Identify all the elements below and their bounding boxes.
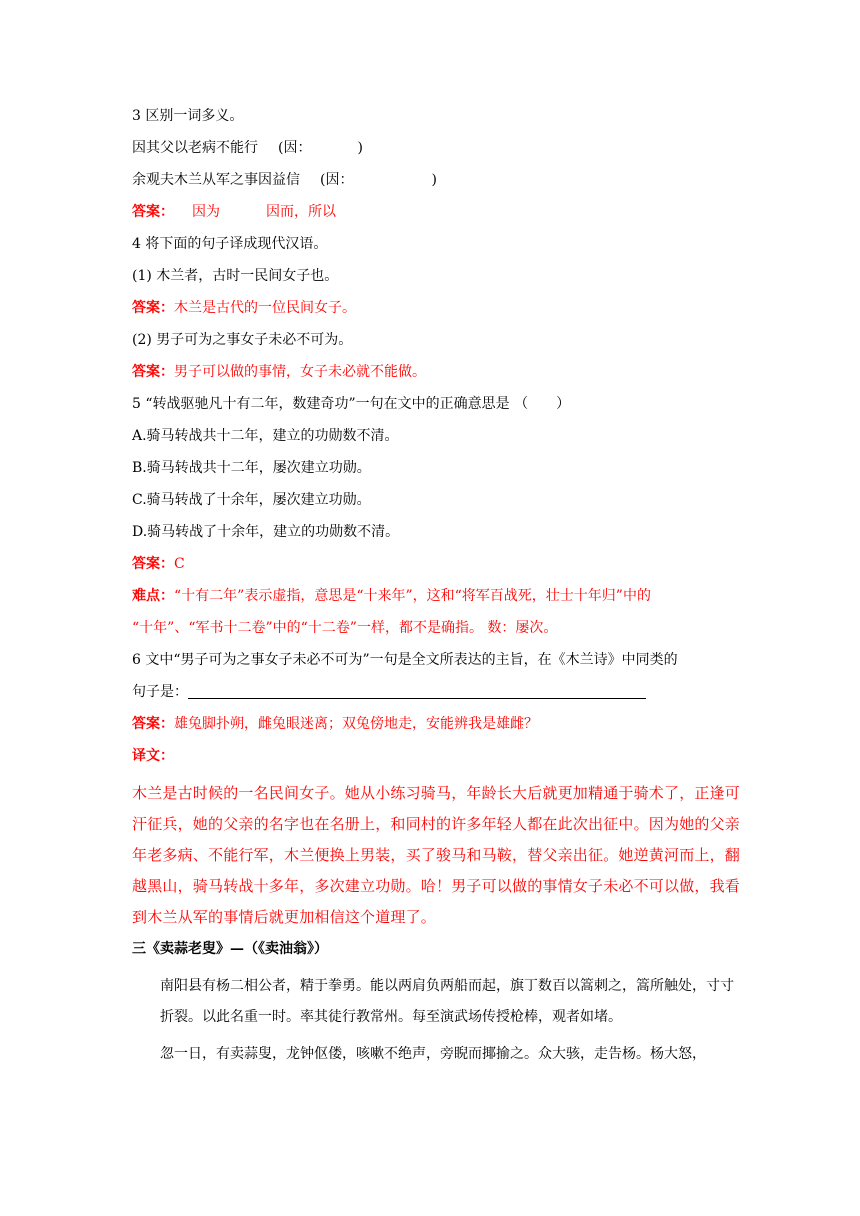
q6-line-2-text: 句子是： xyxy=(132,684,188,700)
q6-answer-label: 答案： xyxy=(132,716,174,732)
q5-option-d: D.骑马转战了十余年，建立的功勋数不清。 xyxy=(132,524,400,540)
q4-sentence-1: (1) 木兰者，古时一民间女子也。 xyxy=(132,268,339,284)
q6-answer-blank xyxy=(188,684,646,699)
q4-answer-2-text: 男子可以做的事情，女子未必就不能做。 xyxy=(174,364,426,380)
q5-answer xyxy=(132,554,742,574)
translation-label: 译文： xyxy=(132,748,174,764)
q3-title: 3 区别一词多义。 xyxy=(132,108,244,124)
q4-answer-1-label: 答案： xyxy=(132,300,174,316)
q4-answer-1 xyxy=(132,298,742,318)
q3-item-1-close: ) xyxy=(357,140,363,156)
q4-sentence-2: (2) 男子可为之事女子未必不可为。 xyxy=(132,332,353,348)
q4-title: 4 将下面的句子译成现代汉语。 xyxy=(132,236,328,252)
q3-item-2-paren: (因： xyxy=(320,172,354,188)
q5-answer-label: 答案： xyxy=(132,556,174,572)
q6-title: 6 文中“男子可为之事女子未必不可为”一句是全文所表达的主旨，在《木兰诗》中同类的 xyxy=(132,652,678,668)
q5-option-a: A.骑马转战共十二年，建立的功勋数不清。 xyxy=(132,428,399,444)
q3-answer-label: 答案： xyxy=(132,204,174,220)
q5-option-b: B.骑马转战共十二年，屡次建立功勋。 xyxy=(132,460,371,476)
q6-line-2 xyxy=(132,682,742,702)
q4-answer-2-label: 答案： xyxy=(132,364,174,380)
q3-item-2-text: 余观夫木兰从军之事因益信 xyxy=(132,172,300,188)
q4-answer-2 xyxy=(132,362,742,382)
q3-item-1-text: 因其父以老病不能行 xyxy=(132,140,258,156)
section-3-title: 三《卖蒜老叟》—（《卖油翁》） xyxy=(132,941,328,957)
q5-answer-text: C xyxy=(174,556,185,572)
q5-note-line-1 xyxy=(132,586,742,606)
section-3-paragraph-2: 忽一日，有卖蒜叟，龙钟伛偻，咳嗽不绝声，旁睨而揶揄之。众大骇，走告杨。杨大怒， xyxy=(160,1046,706,1062)
q3-answer-1: 因为 xyxy=(192,204,220,220)
q6-answer xyxy=(132,714,742,734)
q3-item-1 xyxy=(132,138,742,158)
q5-note-label: 难点： xyxy=(132,588,174,604)
document-content xyxy=(132,106,742,1076)
q5-note-text-1: “十有二年”表示虚指，意思是“十来年”，这和“将军百战死，壮士十年归”中的 xyxy=(174,588,651,604)
q3-answer xyxy=(132,202,742,222)
q3-item-1-paren: (因： xyxy=(278,140,312,156)
q3-item-2-close: ) xyxy=(431,172,437,188)
q5-option-c: C.骑马转战了十余年，屡次建立功勋。 xyxy=(132,492,371,508)
section-3-paragraph-1: 南阳县有杨二相公者，精于拳勇。能以两肩负两船而起，旗丁数百以篙刺之，篙所触处，寸寸折裂。以此名重一时。率其徒行教常州。每至演武场传授枪棒，观者如堵。 xyxy=(160,978,734,1025)
q5-note-line-2: “十年”、“军书十二卷”中的“十二卷”一样，都不是确指。 数：屡次。 xyxy=(132,620,558,636)
q6-answer-text: 雄兔脚扑朔，雌兔眼迷离；双兔傍地走，安能辨我是雄雌？ xyxy=(174,716,538,732)
q3-item-2 xyxy=(132,170,742,190)
q5-title: 5 “转战驱驰凡十有二年，数建奇功”一句在文中的正确意思是 （ ） xyxy=(132,396,571,412)
q4-answer-1-text: 木兰是古代的一位民间女子。 xyxy=(174,300,356,316)
translation-text: 木兰是古时候的一名民间女子。她从小练习骑马，年龄长大后就更加精通于骑术了，正逢可汗征兵，她的父亲的名字也在名册上，和同村的许多年轻人都在此次出征中。因为她的父亲年老多病、不能行军，木兰便换上男装，买了骏马和马鞍，替父亲出征。她逆黄河而上，翻越黑山，骑马转战十多年，多次建立功勋。哈！男子可以做的事情女子未必不可以做，我看到木兰从军的事情后就更加相信这个道理了。 xyxy=(132,784,741,926)
q3-answer-2: 因而，所以 xyxy=(266,204,336,220)
